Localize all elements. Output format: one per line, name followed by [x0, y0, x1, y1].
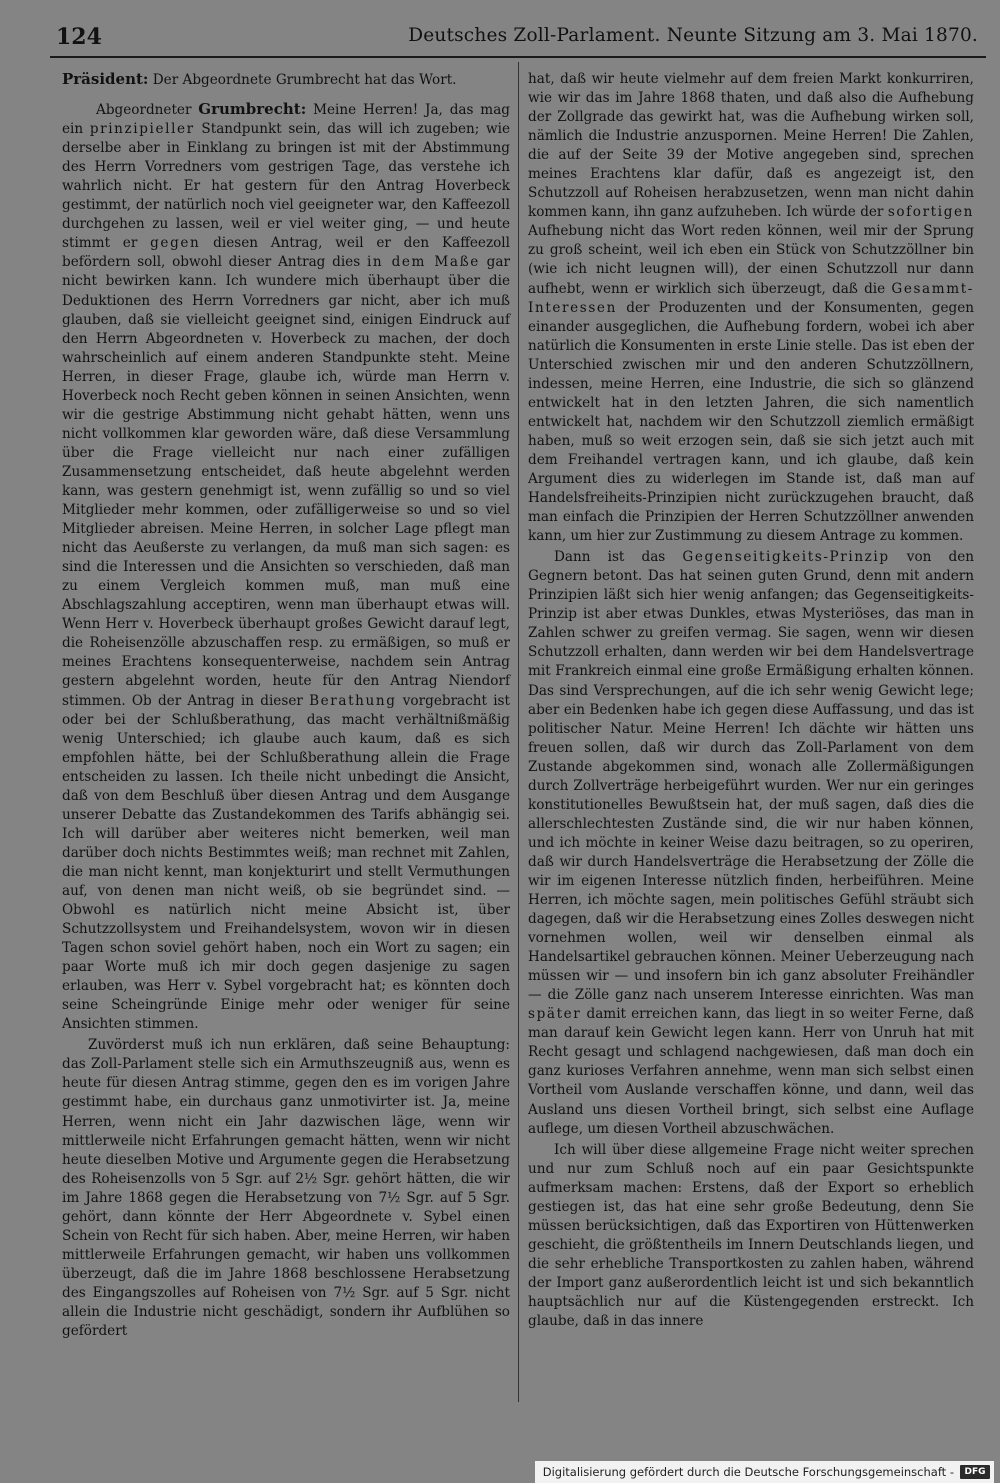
- dfg-logo-icon: DFG: [960, 1465, 990, 1479]
- emphasis-run: in dem Maße: [366, 254, 480, 271]
- page-header: [50, 20, 986, 58]
- digitization-footer: [535, 1461, 994, 1483]
- text-run: Aufhebung nicht das Wort reden können, weil mir der Sprung zu groß scheint, weil ich eben ein Stück von Schutzzöllner bin (wie ich nicht leugnen will), der einen Schutzzoll nur dann aufhebt, wenn er wirklich sich überzeugt, daß die: [528, 223, 974, 297]
- speaker-name: Grumbrecht:: [198, 100, 307, 119]
- paragraph-gegenseitigkeit: [528, 548, 974, 1138]
- emphasis-run: Berathung: [309, 692, 397, 709]
- emphasis-run: Gegenseitigkeits-Prinzip: [682, 549, 890, 566]
- text-run: Meine Herren! Ja, das mag ein: [62, 102, 511, 138]
- emphasis-run: prinzipieller: [89, 121, 195, 138]
- text-run: vorgebracht ist oder bei der Schlußberathung, das macht verhältnißmäßig wenig Unterschied; ich glaube auch kaum, daß es sich empfohlen hätte, bei der Schlußberathung allein die Frage entscheiden zu lassen. Ich theile nicht unbedingt die Ansicht, daß von dem Beschluß über diesen Antrag und dem Ausgange unserer Debatte das Zustandekommen des Tarifs abhängig sei. Ich will darüber aber weiteres nicht bemerken, weil man darüber doch nichts Bestimmtes weiß; man rechnet mit Zahlen, die man nicht kennt, man konjekturirt und stellt Vermuthungen auf, von denen man nicht weiß, ob sie begründet sind. — Obwohl es natürlich nicht meine Absicht ist, über Schutzzollsystem und Freihandelsystem, wovon wir in diesen Tagen schon soviel gehört haben, noch ein Wort zu sagen; ein paar Worte muß ich mir doch gegen dasjenige zu sagen erlauben, was Herr v. Sybel vorgebracht hat; es könnten doch seine Scheingründe Einige mehr oder weniger für seine Ansichten stimmen.: [62, 692, 510, 1033]
- text-run: der Produzenten und der Konsumenten, gegen einander ausgeglichen, die Aufhebung fordern, wobei ich aber natürlich die Konsumenten in erste Linie stelle. Das ist eben der Unterschied zwischen mir und den anderen Schutzzöllnern, indessen, meine Herren, eine Industrie, die sich so glänzend entwickelt hat in den letzten Jahren, die sich namentlich entwickelt hat, nachdem wir den Schutzzoll ziemlich ermäßigt haben, muß so weit erzogen sein, daß sie sich jetzt auch mit dem Freihandel vertragen kann, und ich glaube, daß kein Argument dies zu widerlegen im Stande ist, daß man auf Handelsfreiheits-Prinzipien nicht zurückzugehen braucht, daß man einfach die Prinzipien der Herren Schutzzöllner anwenden kann, um hier zur Zustimmung zu diesem Antrage zu kommen.: [528, 299, 974, 545]
- column-divider: [518, 62, 519, 1402]
- emphasis-run: Gesammt-Interessen: [528, 280, 974, 316]
- emphasis-run: später: [528, 1006, 582, 1023]
- running-title: Deutsches Zoll-Parlament. Neunte Sitzung am 3. Mai 1870.: [408, 25, 978, 46]
- text-run: hat, daß wir heute vielmehr auf dem freien Markt konkurriren, wie wir das im Jahre 1868 thaten, und daß also die Aufhebung der Zollgrade das gewirkt hat, was die Aufhebung wirken soll, nämlich die Industrie anzuspornen. Meine Herren! Die Zahlen, die auf der Seite 39 der Motive angegeben sind, sprechen meines Erachtens klar dafür, daß es angezeigt ist, den Schutzzoll auf Roheisen herabzusetzen, wenn man nicht dahin kommen kann, ihn ganz aufzuheben. Ich würde der: [528, 71, 974, 221]
- left-column: [62, 70, 510, 1341]
- speaker-name: Präsident:: [62, 70, 149, 88]
- emphasis-run: sofortigen: [887, 204, 974, 221]
- paragraph-text: Der Abgeordnete Grumbrecht hat das Wort.: [148, 72, 457, 88]
- text-run: gar nicht bewirken kann. Ich wundere mich überhaupt über die Deduktionen des Herrn Vorredners gar nicht, aber ich muß glauben, daß sie vielleicht geeignet sind, einigen Eindruck auf den Herrn Abgeordneten v. Hoverbeck zu machen, der doch wahrscheinlich auf einem anderen Standpunkte steht. Meine Herren, in dieser Frage, glaube ich, würde man Herrn v. Hoverbeck noch Recht geben können in seinen Ansichten, wenn wir die gestrige Abstimmung nicht gehabt hätten, wenn uns nicht vollkommen klar geworden wäre, daß diese Versammlung über die Frage vielleicht nur nach einer zufälligen Zusammensetzung entscheidet, daß heute abgelehnt werden kann, was gestern genehmigt ist, wenn zufällig so und so viel Mitglieder mehr kommen, oder zufälligerweise so und so viel Mitglieder abreisen. Meine Herren, in solcher Lage pflegt man nicht das Aeußerste zu verlangen, da muß man sich sagen: es sind die Interessen und die Ansichten so verschieden, daß man zu einem Vergleich kommen muß, man muß eine Abschlagszahlung acceptiren, wenn man überhaupt etwas will. Wenn Herr v. Hoverbeck überhaupt großes Gewicht darauf legt, die Roheisenzölle abzuschaffen resp. zu ermäßigen, so muß er meines Erachtens konsequenterweise, nachdem sein Antrag gestern abgelehnt worden, heute für den Antrag Niendorf stimmen. Ob der Antrag in dieser: [62, 254, 510, 709]
- footer-credit: Digitalisierung gefördert durch die Deutsche Forschungsgemeinschaft -: [542, 1465, 954, 1479]
- emphasis-run: gegen: [150, 235, 201, 252]
- text-run: damit erreichen kann, das liegt in so weiter Ferne, daß man darauf kein Gewicht legen kann. Herr von Unruh hat mit Recht gesagt und schlagend nachgewiesen, daß man doch ein ganz kurioses Verfahren annehme, wenn man sich selbst einen Vortheil vom Auslande verschaffen könne, und dann, weil das Ausland uns diesen Vortheil bringt, sich selbst eine Auflage auflege, um diesen Vortheil abzuschwächen.: [528, 1006, 974, 1137]
- paragraph-grumbrecht: [62, 100, 510, 1034]
- text-run: diesen Antrag, weil er den Kaffeezoll befördern soll, obwohl dieser Antrag dies: [62, 235, 510, 271]
- speaker-intro: Abgeordneter: [96, 102, 199, 119]
- paragraph-president: [62, 70, 510, 90]
- right-column: [528, 70, 974, 1331]
- text-run: Dann ist das: [554, 549, 683, 566]
- page-number: 124: [56, 24, 102, 50]
- text-run: von den Gegnern betont. Das hat seinen guten Grund, denn mit andern Prinzipien läßt sich hier wenig anfangen; das Gegenseitigkeits-Prinzip ist aber etwas Dunkles, etwas Mysteriöses, das man in Zahlen schwer zu greifen vermag. Sie sagen, wenn wir diesen Schutzzoll erhalten, dann werden wir bei dem Handelsvertrage mit Frankreich einmal eine große Ermäßigung erhalten können. Das sind Versprechungen, auf die ich sehr wenig Gewicht lege; aber ein Bedenken habe ich gegen diese Auffassung, und das ist politischer Natur. Meine Herren! Ich dächte wir hätten uns freuen sollen, daß wir durch das Zoll-Parlament von dem Zustande abgekommen sind, wonach alle Zollermäßigungen durch Zollverträge herbeigeführt wurden. Wer nur ein geringes konstitutionelles Bewußtsein hat, der muß sagen, daß dies die allerschlechtesten Zustände sind, die wir nur haben können, und ich möchte in keiner Weise dazu beitragen, so zu operiren, daß wir durch Handelsverträge die Herabsetzung der Zölle die wir im eigenen Interesse nützlich finden, herbeiführen. Meine Herren, ich möchte sagen, mein politisches Gefühl sträubt sich dagegen, daß wir die Herabsetzung eines Zolles deswegen nicht vornehmen wollen, weil wir denselben einmal als Handelsartikel gebrauchen können. Meiner Ueberzeugung nach müssen wir — und insofern bin ich ganz absoluter Freihändler — die Zölle ganz nach unserem Interesse einrichten. Was man: [528, 549, 974, 1004]
- paragraph-text: Ich will über diese allgemeine Frage nicht weiter sprechen und nur zum Schluß noch auf ein paar Gesichtspunkte aufmerksam machen: Erstens, daß der Export so erheblich gestiegen ist, das hat eine sehr große Bedeutung, denn Sie müssen berücksichtigen, daß das Exportiren von Hüttenwerken geschieht, die größtentheils im Innern Deutschlands liegen, und die sehr erhebliche Transportkosten zu zahlen haben, während der Import ganz außerordentlich leicht ist und sich bekanntlich hauptsächlich nur auf die Küstengegenden erstreckt. Ich glaube, daß in das innere: [528, 1141, 974, 1330]
- paragraph-text: Zuvörderst muß ich nun erklären, daß seine Behauptung: das Zoll-Parlament stelle sich ein Armuthszeugniß aus, wenn es heute für diesen Antrag stimme, gegen den es im vorigen Jahre gestimmt habe, ein durchaus ganz unmotivirter ist. Ja, meine Herren, wenn nicht ein Jahr dazwischen läge, wenn wir mittlerweile nicht Erfahrungen gemacht hätten, wenn wir nicht heute dieselben Motive und Argumente gegen die Herabsetzung des Roheisenzolls von 5 Sgr. auf 2½ Sgr. gehört hätten, die wir im Jahre 1868 gegen die Herabsetzung von 7½ Sgr. auf 5 Sgr. gehört, dann könnte der Herr Abgeordnete v. Sybel einen Schein von Recht für sich haben. Aber, meine Herren, wir haben mittlerweile Erfahrungen gemacht, wir haben uns vollkommen überzeugt, daß die im Jahre 1868 beschlossene Herabsetzung des Eingangszolles auf Roheisen von 7½ Sgr. auf 5 Sgr. nicht allein die Industrie nicht geschädigt, sondern ihr Aufblühen so gefördert: [62, 1037, 510, 1340]
- paragraph-continued: [528, 70, 974, 546]
- text-run: Standpunkt sein, das will ich zugeben; wie derselbe aber in Einklang zu bringen ist mit der Abstimmung des Herrn Vorredners vom gestrigen Tage, das verstehe ich wahrlich nicht. Er hat gestern für den Antrag Hoverbeck gestimmt, der natürlich noch viel geeigneter war, den Kaffeezoll durchgehen zu lassen, weil er viel weiter ging, — und heute stimmt er: [62, 121, 511, 252]
